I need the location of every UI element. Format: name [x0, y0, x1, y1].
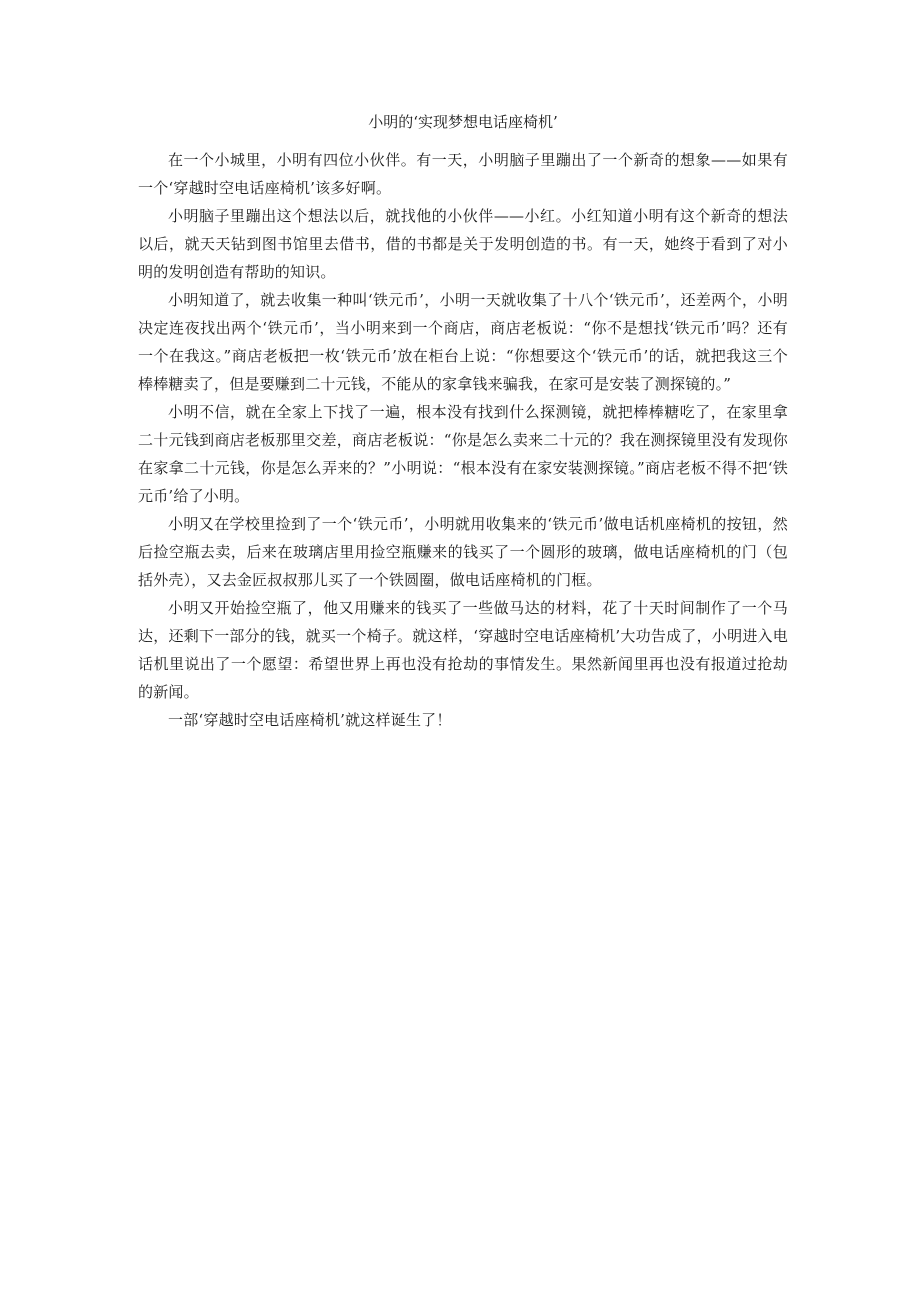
document-body: [138, 108, 788, 734]
document-title: 小明的‘实现梦想电话座椅机’: [368, 113, 558, 131]
paragraph-5: 小明又在学校里捡到了一个‘铁元币’，小明就用收集来的‘铁元币’做电话机座椅机的按钮，然后捡空瓶去卖，后来在玻璃店里用捡空瓶赚来的钱买了一个圆形的玻璃，做电话座椅机的门（包括外壳），又去金匠叔叔那儿买了一个铁圆圈，做电话座椅机的门框。: [138, 515, 788, 589]
paragraph-3: 小明知道了，就去收集一种叫‘铁元币’，小明一天就收集了十八个‘铁元币’，还差两个，小明决定连夜找出两个‘铁元币’，当小明来到一个商店，商店老板说：“你不是想找‘铁元币’吗？还有一个在我这。”商店老板把一枚‘铁元币’放在柜台上说：“你想要这个‘铁元币’的话，就把我这三个棒棒糖卖了，但是要赚到二十元钱，不能从的家拿钱来骗我，在家可是安装了测探镜的。”: [138, 291, 788, 393]
paragraph-2: 小明脑子里蹦出这个想法以后，就找他的小伙伴——小红。小红知道小明有这个新奇的想法以后，就天天钻到图书馆里去借书，借的书都是关于发明创造的书。有一天，她终于看到了对小明的发明创造有帮助的知识。: [138, 207, 788, 281]
paragraph-1: 在一个小城里，小明有四位小伙伴。有一天，小明脑子里蹦出了一个新奇的想象——如果有一个‘穿越时空电话座椅机’该多好啊。: [138, 151, 788, 197]
paragraph-6: 小明又开始捡空瓶了，他又用赚来的钱买了一些做马达的材料，花了十天时间制作了一个马达，还剩下一部分的钱，就买一个椅子。就这样，‘穿越时空电话座椅机’大功告成了，小明进入电话机里说出了一个愿望：希望世界上再也没有抢劫的事情发生。果然新闻里再也没有报道过抢劫的新闻。: [138, 599, 788, 701]
paragraph-4: 小明不信，就在全家上下找了一遍，根本没有找到什么探测镜，就把棒棒糖吃了，在家里拿二十元钱到商店老板那里交差，商店老板说：“你是怎么卖来二十元的？我在测探镜里没有发现你在家拿二十元钱，你是怎么弄来的？”小明说：“根本没有在家安装测探镜。”商店老板不得不把‘铁元币’给了小明。: [138, 403, 788, 505]
paragraph-7: 一部‘穿越时空电话座椅机’就这样诞生了！: [168, 711, 452, 729]
